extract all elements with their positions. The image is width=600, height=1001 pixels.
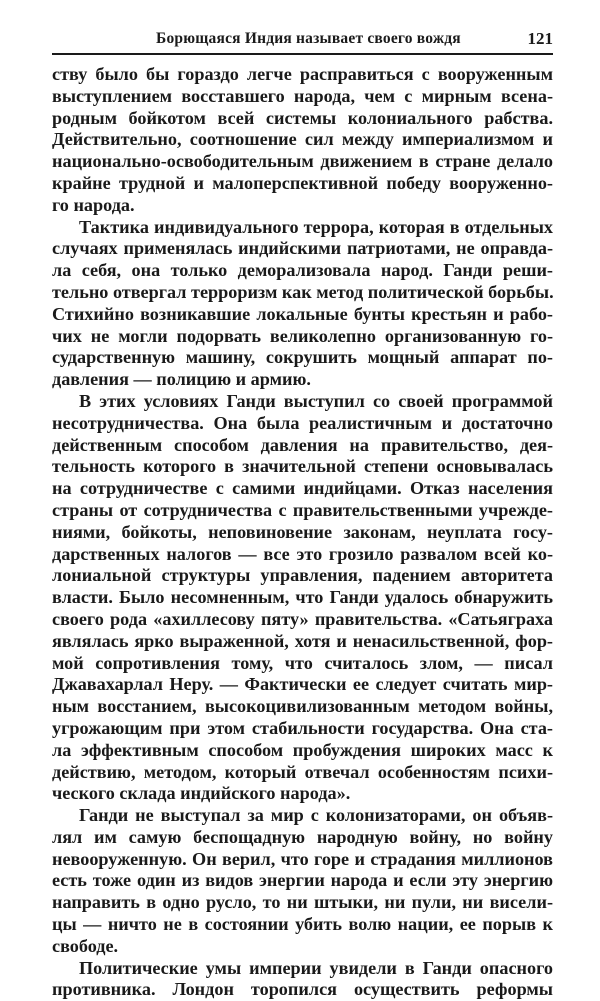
text-line: тельно отвергал терроризм как метод политической борьбы.	[52, 281, 554, 302]
text-line: родным бойкотом всей системы колониального рабства.	[52, 107, 553, 128]
text-line: страны от сотрудничества с правительственными учрежде-	[52, 499, 553, 520]
header-rule	[52, 53, 553, 55]
text-line: национально-освободительным движением в стране делало	[52, 151, 553, 172]
text-line: на сотрудничестве с самими индийцами. Отказ населения	[52, 478, 553, 499]
text-line: своего рода «ахиллесову пяту» правительства. «Сатьяграха	[52, 608, 553, 629]
text-line: противника. Лондон торопился осуществить реформы	[52, 979, 553, 1000]
text-line: случаях применялась индийскими патриотами, не оправда-	[52, 238, 553, 259]
text-line: невооруженную. Он верил, что горе и страдания миллионов	[52, 848, 553, 869]
running-title: Борющаяся Индия называет своего вождя	[156, 30, 461, 47]
text-line: тельность которого в значительной степени основывалась	[52, 456, 553, 477]
text-line: го народа.	[52, 194, 135, 215]
text-line: действенным способом давления на правительство, дея-	[52, 434, 553, 455]
text-line: действию, методом, который отвечал особенностям психи-	[52, 761, 553, 782]
text-line: давления — полицию и армию.	[52, 369, 311, 390]
text-line: дарственных налогов — все это грозило развалом всей ко-	[52, 543, 553, 564]
text-line: сударственную машину, сокрушить мощный аппарат по-	[52, 347, 553, 368]
text-line: угрожающим при этом стабильности государства. Она ста-	[52, 717, 553, 738]
text-line: несотрудничества. Она была реалистичным и достаточно	[52, 412, 553, 433]
text-line: Джавахарлал Неру. — Фактически ее следует считать мир-	[52, 674, 553, 695]
text-line: чих не могли подорвать великолепно организованную го-	[52, 325, 553, 346]
text-line: Тактика индивидуального террора, которая в отдельных	[79, 216, 553, 237]
page-number: 121	[527, 29, 553, 48]
text-line: свободе.	[52, 935, 119, 956]
text-line: ческого склада индийского народа».	[52, 783, 351, 804]
text-line: ла себя, она только деморализовала народ. Ганди реши-	[52, 260, 553, 281]
text-line: ла эффективным способом пробуждения широких масс к	[52, 739, 553, 760]
text-line: являлась ярко выраженной, хотя и ненасильственной, фор-	[52, 630, 553, 651]
text-line: крайне трудной и малоперспективной победу вооруженно-	[52, 172, 553, 193]
body-text	[52, 64, 553, 1001]
text-line: направить в одно русло, то ни штыки, ни пули, ни висели-	[52, 892, 553, 913]
text-line: цы — ничто не в состоянии убить волю нации, ее порыв к	[52, 914, 553, 935]
text-line: Ганди не выступал за мир с колонизаторами, он объяв-	[79, 805, 553, 826]
text-line: В этих условиях Ганди выступил со своей программой	[79, 390, 553, 411]
text-line: Действительно, соотношение сил между империализмом и	[52, 129, 553, 150]
text-line: ству было бы гораздо легче расправиться с вооруженным	[52, 64, 553, 84]
text-line: Политические умы империи увидели в Ганди опасного	[79, 957, 553, 978]
text-line: лониальной структуры управления, падением авторитета	[52, 565, 553, 586]
running-header	[52, 30, 553, 54]
text-line: ниями, бойкоты, неповиновение законам, неуплата госу-	[52, 521, 553, 542]
text-line: лял им самую беспощадную народную войну, но войну	[52, 826, 553, 847]
text-line: власти. Было несомненным, что Ганди удалось обнаружить	[52, 587, 553, 608]
text-line: Стихийно возникавшие локальные бунты крестьян и рабо-	[52, 303, 553, 324]
text-line: ным восстанием, высокоцивилизованным методом войны,	[52, 696, 553, 717]
text-line: выступлением восставшего народа, чем с мирным всена-	[52, 85, 553, 106]
text-line: мой сопротивления тому, что считалось злом, — писал	[52, 652, 553, 673]
text-line: есть тоже один из видов энергии народа и если эту энергию	[52, 870, 553, 891]
